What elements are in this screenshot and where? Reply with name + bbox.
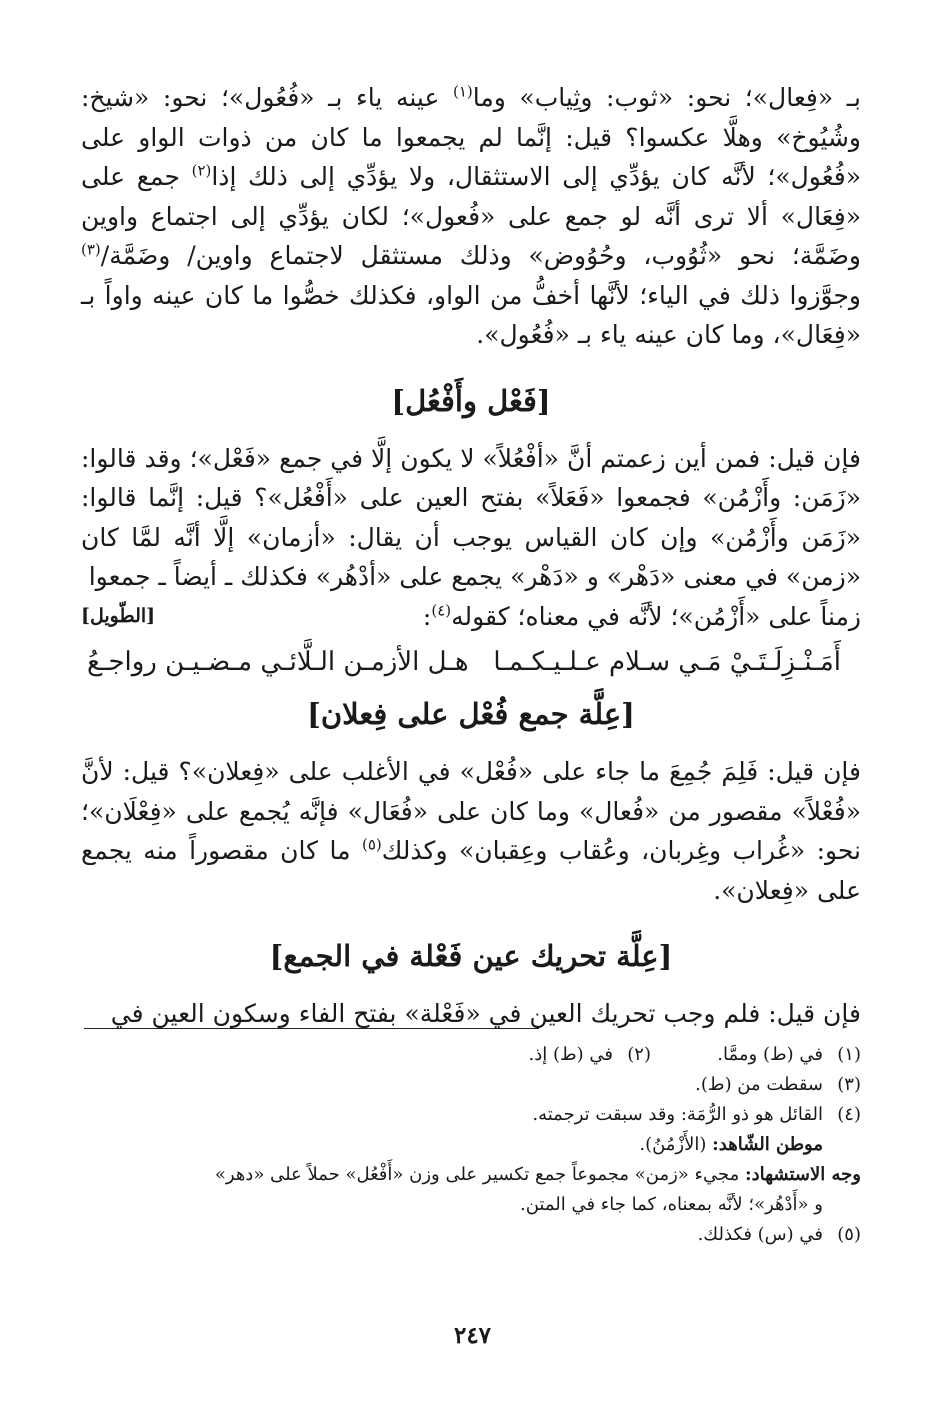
footnote-4-witness-label: موطن الشّاهد: bbox=[712, 1134, 823, 1155]
footnote-4-reason-label: وجه الاستشهاد: bbox=[744, 1164, 861, 1185]
poetry-verse bbox=[81, 636, 861, 684]
section-heading-1: [فَعْل وأَفْعُل] bbox=[391, 383, 551, 418]
footnote-ref-1: (١) bbox=[452, 82, 473, 101]
footnote-2-text: في (ط) إذ. bbox=[528, 1044, 613, 1065]
paragraph-2-last-line bbox=[81, 597, 861, 637]
footnote-1-2-row bbox=[81, 1040, 861, 1070]
footnote-1-text: في (ط) وممَّا. bbox=[717, 1044, 823, 1065]
verse-first-hemistich: أَمَـنْـزِلَـتَـيْ مَـي سـلام عـلـيـكـمـا bbox=[493, 647, 841, 677]
footnote-4-number: (٤) bbox=[837, 1104, 861, 1125]
paragraph-4: فإن قيل: فلم وجب تحريك العين في «فَعْلة» بفتح الفاء وسكون العين في bbox=[110, 999, 861, 1028]
paragraph-2 bbox=[81, 439, 861, 597]
para2-text-a: فإن قيل: فمن أين زعمتم أنَّ «أفْعُلاً» لا يكون إلَّا في جمع «فَعْل»؛ وقد قالوا: «زَمَن: وأَزْمُن» فجمعوا «فَعَلاً» بفتح العين على «أَفْعُل»؟ قيل: إنَّما قالوا: «زَمَن وأَزْمُن» وإن كان القياس يوجب أن يقال: «أزمان» إلَّا أنَّه لمَّا كان «زمن» في معنى «دَهْر» و «دَهْر» يجمع على «أدْهُر» فكذلك ـ أيضاً ـ جمعوا bbox=[81, 443, 861, 591]
footnote-4-text: القائل هو ذو الرُّمَة: وقد سبقت ترجمته. bbox=[532, 1104, 823, 1125]
footnote-ref-3: (٣) bbox=[81, 240, 101, 259]
footnote-2-number: (٢) bbox=[627, 1044, 651, 1065]
footnote-separator bbox=[84, 1028, 539, 1029]
poetic-meter-label: [الطّويل] bbox=[81, 604, 156, 627]
paragraph-3 bbox=[81, 752, 861, 910]
footnote-4-row bbox=[81, 1100, 861, 1130]
footnote-pair bbox=[529, 1040, 823, 1070]
para3-text-a: فإن قيل: فَلِمَ جُمِعَ ما جاء على «فُعْل» في الأغلب على «فِعلان»؟ قيل: لأنَّ «فُعْلاً» مقصور من «فُعال» وما كان على «فُعَال» فإنَّه يُجمع على «فِعْلَان»؛ نحو: «غُراب وغِربان، وعُقاب وعِقبان» وكذلك bbox=[81, 757, 861, 865]
footnote-4-reason-text: مجيء «زمن» مجموعاً جمع تكسير على وزن «أَفْعُل» حملاً على «دهر» bbox=[214, 1164, 745, 1185]
footnote-4-reason-continued: و «أَدْهُر»؛ لأنَّه بمعناه، كما جاء في المتن. bbox=[519, 1194, 823, 1215]
para1-text-c: جمع على «فِعَال» ألا ترى أنَّه لو جمع على «فُعول»؛ لكان يؤدِّي إلى اجتماع واوين وضَمَّة؛ نحو «ثُوُوب، وحُوُوض» وذلك مستثقل لاجتماع واوين/ وضَمَّة/ bbox=[81, 162, 861, 270]
footnote-ref-4: (٤) bbox=[431, 601, 452, 620]
footnotes bbox=[81, 1040, 861, 1250]
footnote-1-number: (١) bbox=[837, 1044, 861, 1065]
para1-text-d: وجوَّزوا ذلك في الياء؛ لأنَّها أخفُّ من الواو، فكذلك خصُّوا ما كان عينه واواً بـ «فِعَال»، وما كان عينه ياء بـ «فُعُول». bbox=[81, 280, 861, 349]
footnote-3-text: سقطت من (ط). bbox=[695, 1074, 823, 1095]
page-number: ٢٤٧ bbox=[453, 1322, 492, 1349]
footnote-4-witness-text: (الأَزْمُنُ). bbox=[639, 1134, 713, 1155]
section-heading-3: [عِلَّة تحريك عين فَعْلة في الجمع] bbox=[269, 939, 673, 973]
footnote-3-row bbox=[81, 1070, 861, 1100]
section-heading-2: [عِلَّة جمع فُعْل على فِعلان] bbox=[307, 697, 635, 731]
footnote-3-number: (٣) bbox=[837, 1074, 861, 1095]
footnote-4-witness bbox=[81, 1130, 861, 1160]
para2-text-c: : bbox=[422, 601, 432, 631]
footnote-ref-2: (٢) bbox=[191, 161, 212, 180]
para2-text-b: زمناً على «أَزْمُن»؛ لأنَّه في معناه؛ كقوله bbox=[451, 601, 861, 631]
footnote-5-row bbox=[81, 1220, 861, 1250]
footnote-4-reason bbox=[81, 1160, 861, 1190]
footnote-5-text: في (س) فكذلك. bbox=[697, 1224, 823, 1245]
main-text bbox=[81, 78, 861, 1034]
verse-second-hemistich: هـل الأزمـن الـلَّائـي مـضـيـن رواجـعُ bbox=[87, 647, 469, 677]
para1-text-a: بـ «فِعال»؛ نحو: «ثوب: وثِياب» وما bbox=[472, 83, 861, 112]
footnote-5-number: (٥) bbox=[837, 1224, 861, 1245]
footnote-ref-5: (٥) bbox=[361, 835, 382, 854]
paragraph-1 bbox=[81, 78, 861, 355]
para3-text-b: ما كان مقصوراً منه يجمع على «فِعلان». bbox=[81, 836, 861, 905]
para1-text-b: عينه ياء بـ «فُعُول»؛ نحو: «شيخ: وشُيُوخ» وهلَّا عكسوا؟ قيل: إنَّما لم يجمعوا ما كان من ذوات الواو على «فُعُول»؛ لأنَّه كان يؤدِّي إلى الاستثقال، ولا يؤدِّي إلى ذلك إذا bbox=[81, 83, 861, 191]
